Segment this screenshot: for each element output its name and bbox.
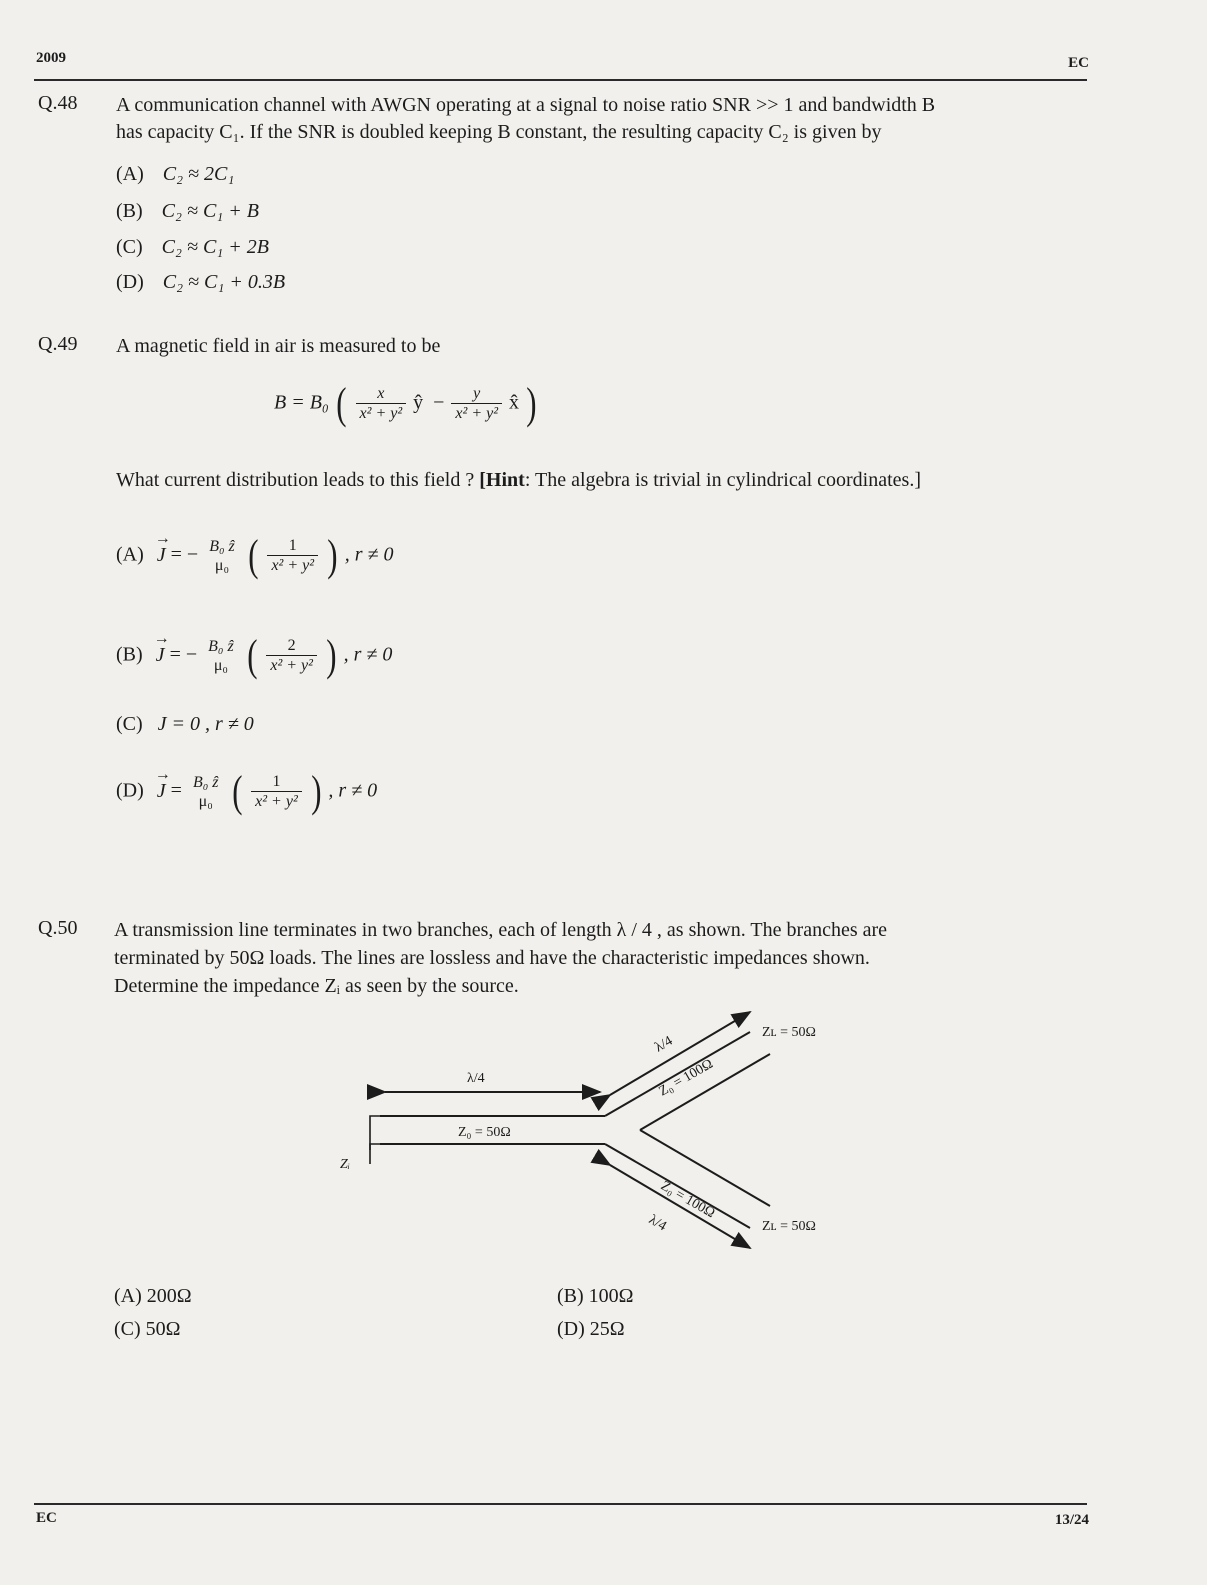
option-label: (C)	[116, 713, 143, 735]
q50-option-a[interactable]	[114, 1285, 192, 1308]
option-label: (C)	[114, 1318, 141, 1340]
q49-equation: B = B₀ ( $\frac{x}{\text{x² + y²}}$ ŷ − $\frac{y}{\text{x² + y²}}$ x̂ )	[274, 379, 537, 428]
main-length-label: λ/4	[467, 1071, 485, 1086]
lower-length-arrow	[610, 1165, 750, 1248]
header-rule	[34, 79, 1087, 81]
option-label: (C)	[116, 236, 143, 258]
q50-option-b[interactable]	[557, 1285, 634, 1308]
q50-number: Q.50	[38, 917, 78, 939]
q49-option-a[interactable]: (A) → J = − B₀ ẑ μ₀ ( $\frac{1}{\text{x² + y²}}$ ) , r ≠ 0	[116, 534, 393, 578]
hint-text: : The algebra is trivial in cylindrical coordinates.]	[524, 469, 921, 491]
q48-line2: has capacity C₁. If the SNR is doubled keeping B constant, the resulting capacity C₂ is given by	[116, 121, 882, 143]
option-value: 200Ω	[146, 1285, 192, 1307]
equation-term1: $\frac{x}{\text{x² + y²}}$	[356, 385, 407, 423]
option-label: (B)	[557, 1285, 584, 1307]
q50-line1: A transmission line terminates in two branches, each of length λ / 4 , as shown. The branches are	[114, 919, 888, 941]
q48-line1: A communication channel with AWGN operating at a signal to noise ratio SNR >> 1 and bandwidth B	[116, 94, 936, 116]
option-label: (D)	[116, 271, 144, 293]
hint-label: [Hint	[479, 469, 525, 491]
upper-load-label: Zʟ = 50Ω	[762, 1025, 816, 1040]
zi-bracket-bottom	[370, 1144, 385, 1164]
lower-length-label: λ/4	[646, 1212, 669, 1235]
q48-option-b[interactable]	[116, 200, 259, 223]
page-number: 13/24	[1054, 1512, 1089, 1528]
q49-option-d[interactable]: (D) → J = B₀ ẑ μ₀ ( $\frac{1}{\text{x² + y²}}$ ) , r ≠ 0	[116, 770, 377, 814]
equation-lhs: B = B₀	[274, 391, 329, 414]
option-label: (A)	[116, 543, 144, 566]
option-value: 100Ω	[588, 1285, 634, 1307]
option-label: (D)	[116, 779, 144, 802]
q48-option-a[interactable]	[116, 163, 234, 186]
q50-line3: Determine the impedance Zᵢ as seen by the source.	[114, 975, 519, 997]
option-expr: C₂ ≈ C₁ + B	[161, 200, 259, 222]
q48-option-d[interactable]	[116, 271, 285, 294]
option-value: 25Ω	[589, 1318, 625, 1340]
option-label: (A)	[116, 163, 144, 185]
q49-option-c[interactable]	[116, 713, 254, 736]
option-expr: J = 0 , r ≠ 0	[157, 713, 254, 735]
header-year: 2009	[36, 50, 66, 66]
footer-paper-code: EC	[36, 1510, 57, 1526]
lower-z0-label: Z₀ = 100Ω	[658, 1178, 718, 1222]
q48-option-c[interactable]	[116, 236, 269, 259]
option-label: (B)	[116, 643, 143, 666]
lower-load-label: Zʟ = 50Ω	[762, 1219, 816, 1234]
option-expr: C₂ ≈ 2C₁	[162, 163, 235, 185]
q50-line2: terminated by 50Ω loads. The lines are lossless and have the characteristic impedances shown.	[114, 947, 870, 969]
option-label: (D)	[557, 1318, 585, 1340]
equation-term2: $\frac{y}{\text{x² + y²}}$	[451, 385, 502, 423]
main-z0-label: Z₀ = 50Ω	[458, 1125, 511, 1140]
header-paper-code: EC	[1068, 55, 1089, 71]
q48-number: Q.48	[38, 92, 78, 114]
transmission-line-diagram	[180, 1010, 880, 1260]
upper-z0-label: Z₀ = 100Ω	[656, 1056, 716, 1100]
option-label: (A)	[114, 1285, 142, 1307]
q50-option-c[interactable]	[114, 1318, 181, 1341]
option-expr: C₂ ≈ C₁ + 2B	[161, 236, 269, 258]
q49-number: Q.49	[38, 333, 78, 355]
option-expr: C₂ ≈ C₁ + 0.3B	[162, 271, 286, 293]
option-value: 50Ω	[145, 1318, 181, 1340]
q49-option-b[interactable]: (B) → J = − B₀ ẑ μ₀ ( $\frac{2}{\text{x² + y²}}$ ) , r ≠ 0	[116, 634, 392, 678]
zi-label: Zᵢ	[340, 1157, 351, 1172]
q49-question: What current distribution leads to this field ? [Hint: The algebra is trivial in cylindrical coordinates.]	[116, 469, 921, 491]
upper-length-label: λ/4	[652, 1033, 676, 1056]
q49-line1: A magnetic field in air is measured to be	[116, 335, 441, 357]
option-label: (B)	[116, 200, 143, 222]
footer-rule	[34, 1503, 1087, 1505]
q50-option-d[interactable]	[557, 1318, 625, 1341]
